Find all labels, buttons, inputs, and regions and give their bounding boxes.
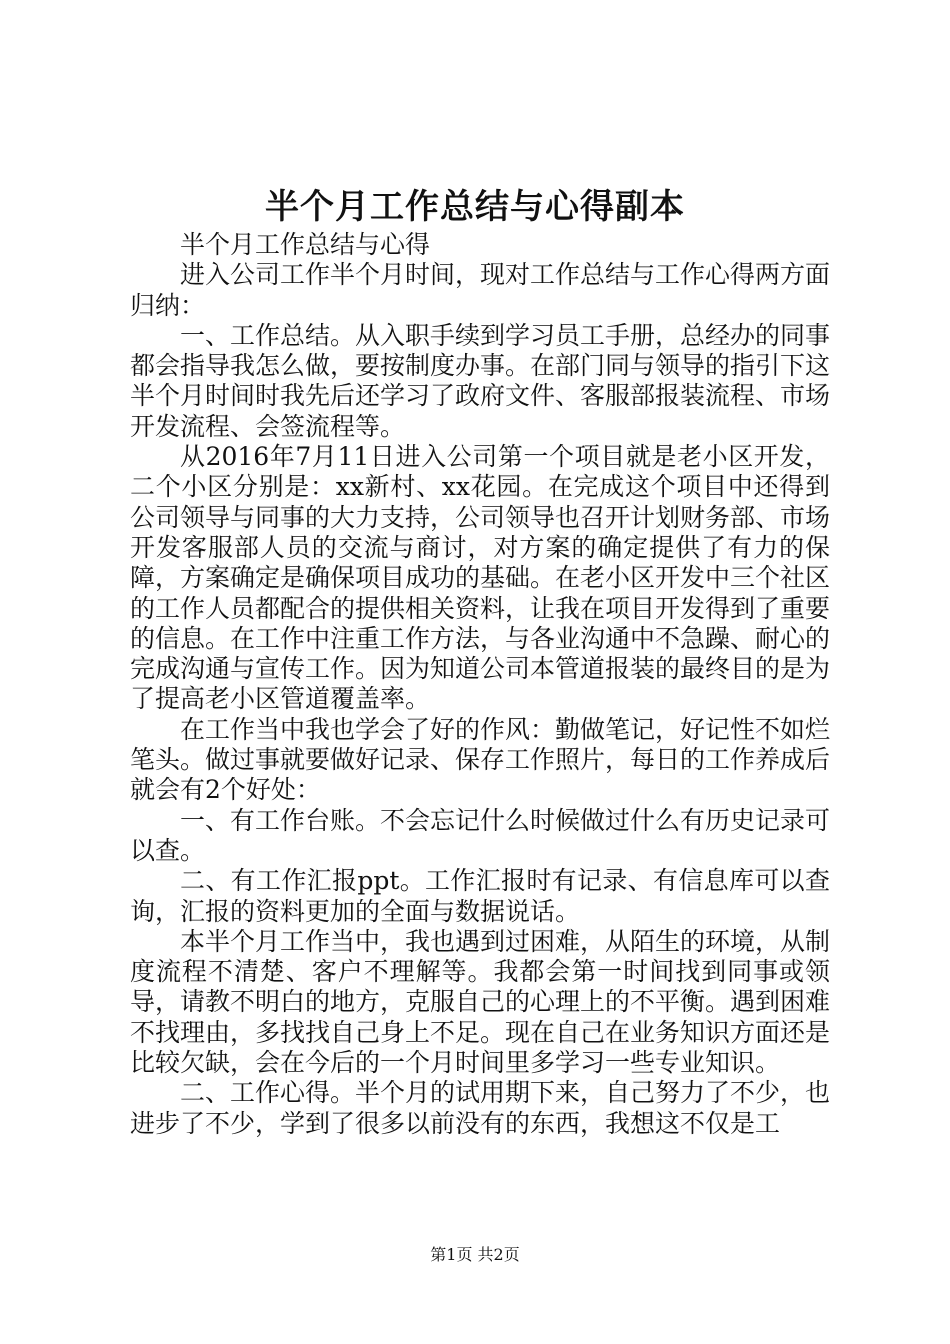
page-footer: 第1页 共2页 [430,1245,520,1264]
paragraph-subtitle: 半个月工作总结与心得 [180,230,431,259]
document-title: 半个月工作总结与心得副本 [265,187,685,227]
paragraph-work-style: 在工作当中我也学会了好的作风：勤做笔记，好记性不如烂笔头。做过事就要做好记录、保存工作照片，每日的工作养成后就会有2个好处： [130,714,831,805]
paragraph-work-summary: 一、工作总结。从入职手续到学习员工手册，总经办的同事都会指导我怎么做，要按制度办事。在部门同与领导的指引下这半个月时间时我先后还学习了政府文件、客服部报装流程、市场开发流程、会签流程等。 [130,320,831,441]
paragraph-benefit-1: 一、有工作台账。不会忘记什么时候做过什么有历史记录可以查。 [130,805,831,865]
paragraph-work-insights: 二、工作心得。半个月的试用期下来，自己努力了不少，也进步了不少，学到了很多以前没有的东西，我想这不仅是工 [130,1078,831,1138]
paragraph-intro: 进入公司工作半个月时间，现对工作总结与工作心得两方面归纳： [130,260,831,320]
paragraph-project: 从2016年7月11日进入公司第一个项目就是老小区开发，二个小区分别是：xx新村、xx花园。在完成这个项目中还得到公司领导与同事的大力支持，公司领导也召开计划财务部、市场开发客服部人员的交流与商讨，对方案的确定提供了有力的保障，方案确定是确保项目成功的基础。在老小区开发中三个社区的工作人员都配合的提供相关资料，让我在项目开发得到了重要的信息。在工作中注重工作方法，与各业沟通中不急躁、耐心的完成沟通与宣传工作。因为知道公司本管道报装的最终目的是为了提高老小区管道覆盖率。 [130,442,831,714]
paragraph-difficulties: 本半个月工作当中，我也遇到过困难，从陌生的环境，从制度流程不清楚、客户不理解等。我都会第一时间找到同事或领导，请教不明白的地方，克服自己的心理上的不平衡。遇到困难不找理由，多找找自己身上不足。现在自己在业务知识方面还是比较欠缺，会在今后的一个月时间里多学习一些专业知识。 [130,926,831,1078]
document-body [130,230,830,1139]
paragraph-benefit-2: 二、有工作汇报ppt。工作汇报时有记录、有信息库可以查询，汇报的资料更加的全面与数据说话。 [130,866,830,926]
